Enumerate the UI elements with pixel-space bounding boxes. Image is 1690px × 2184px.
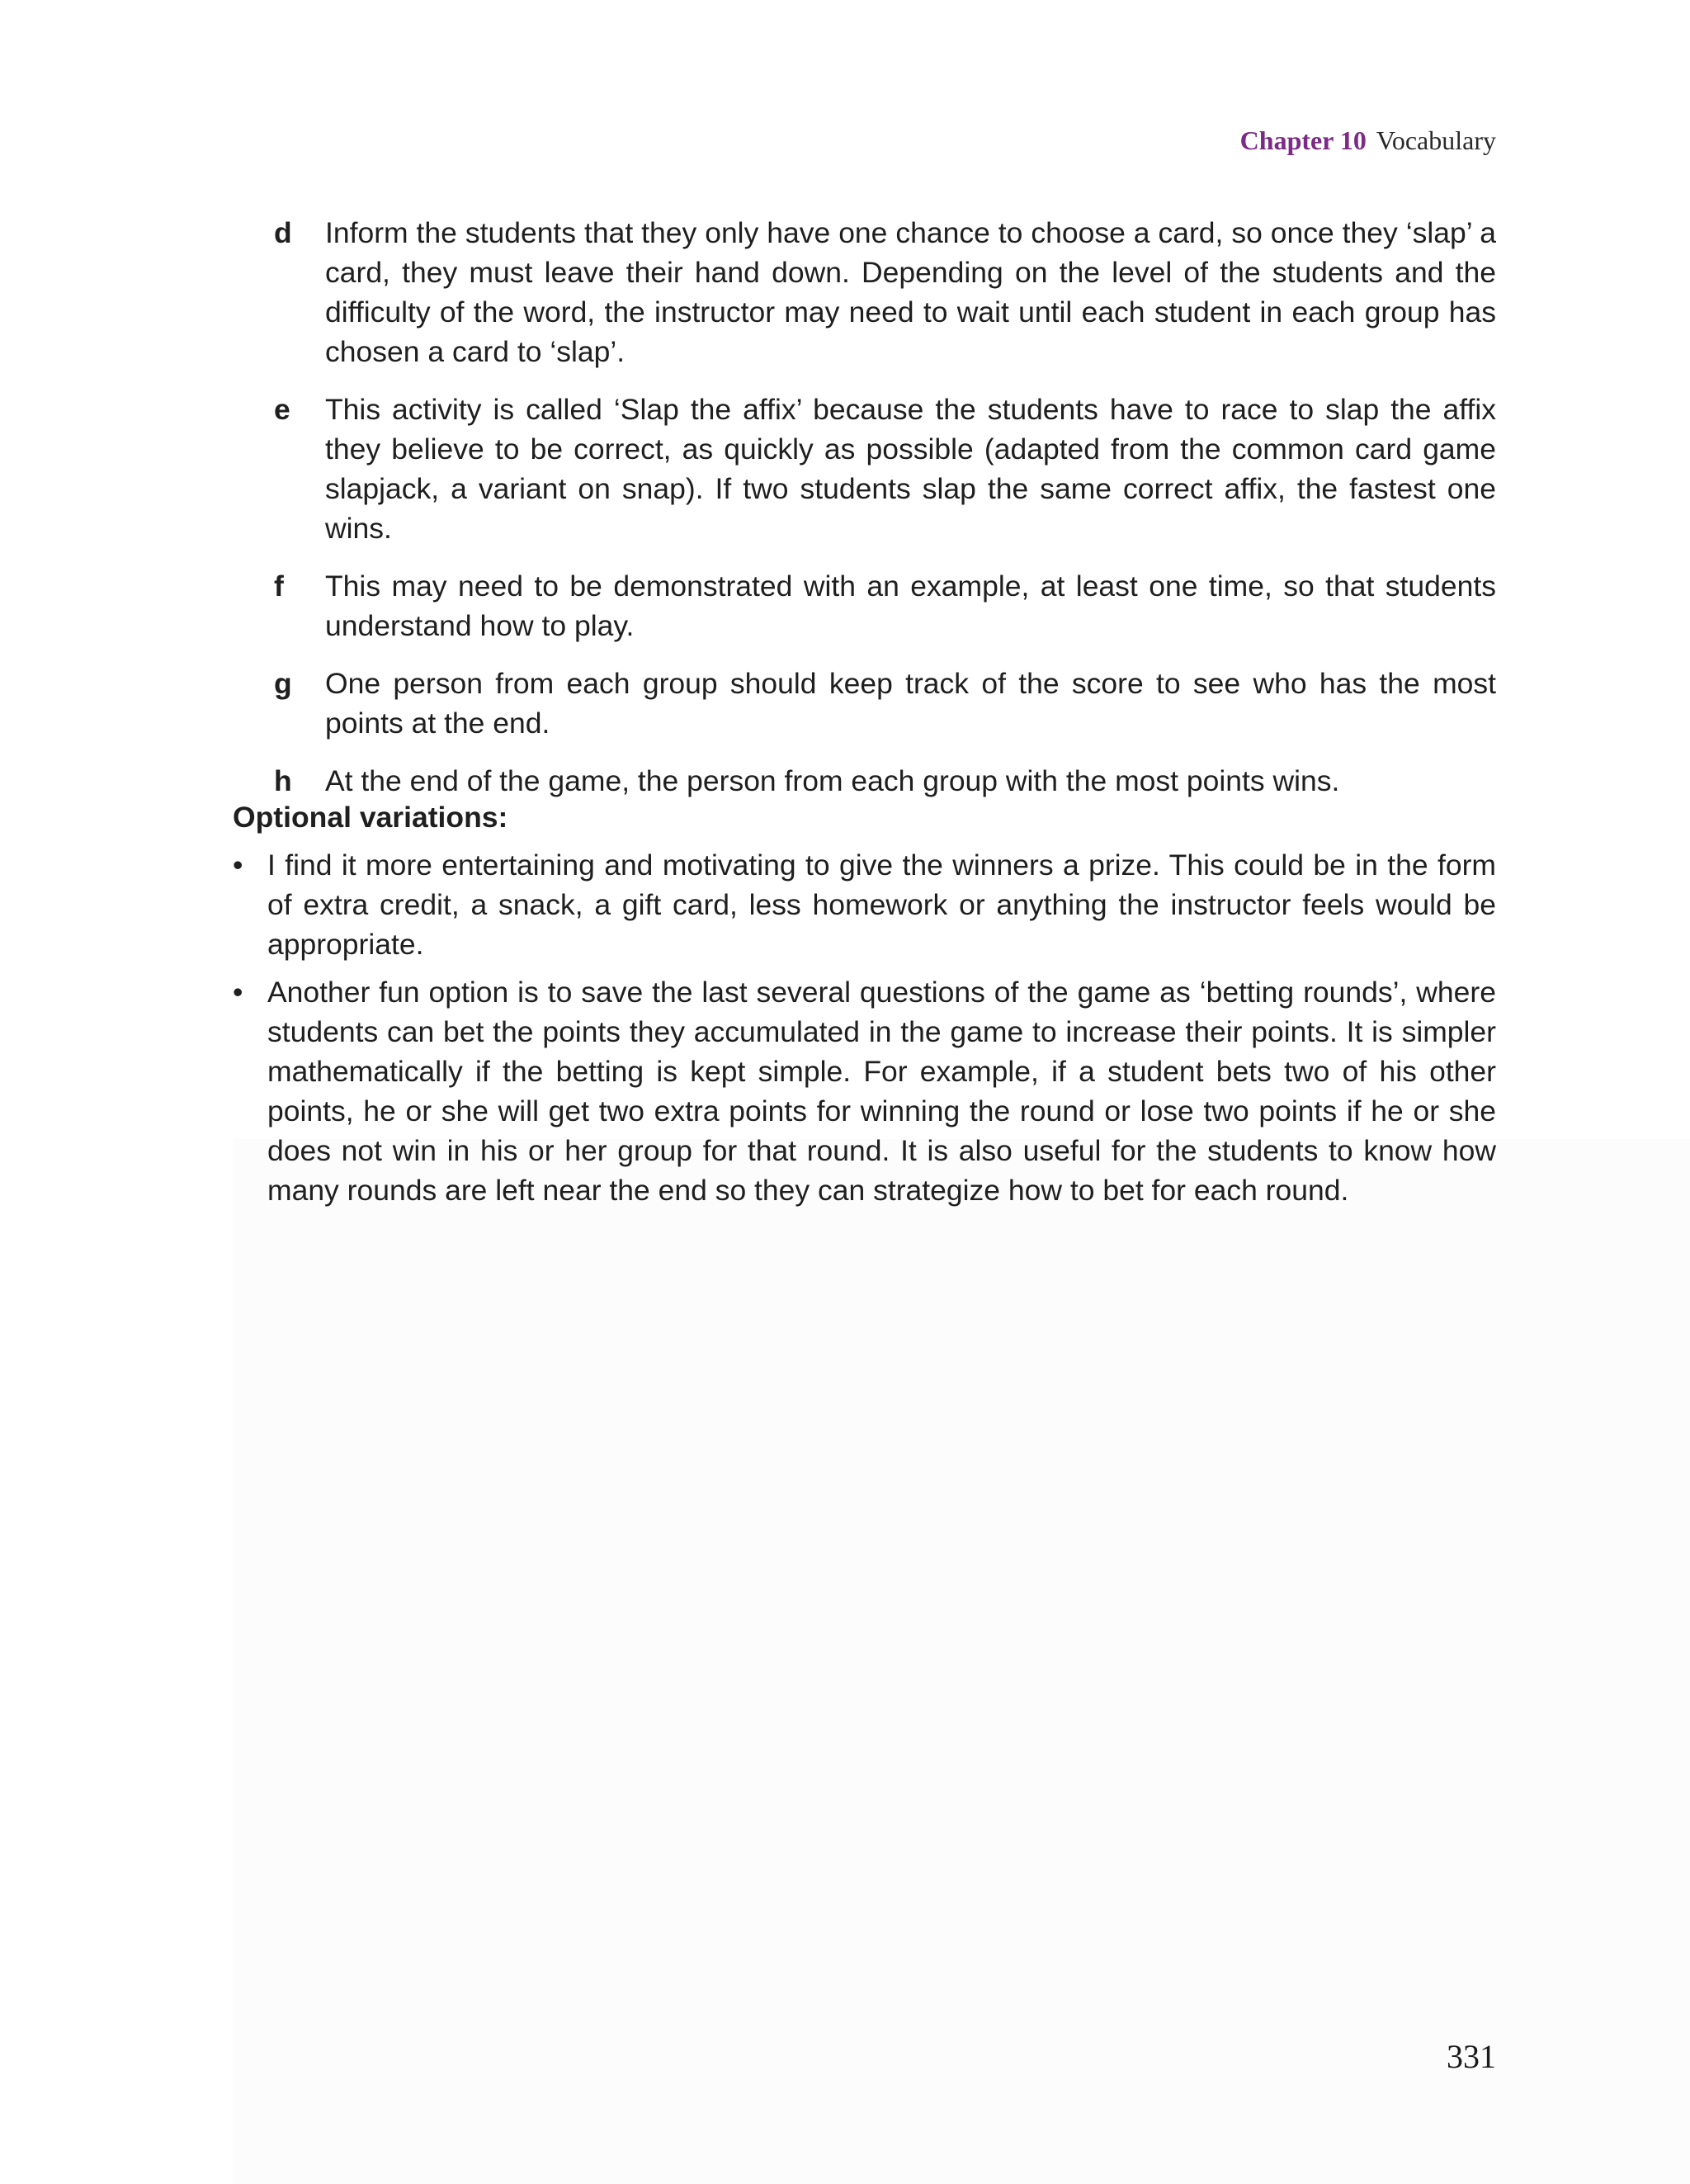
step-text: This may need to be demonstrated with an example, at least one time, so that students understand how to play.: [325, 570, 1496, 642]
step-letter: g: [274, 667, 292, 700]
bullet-text: Another fun option is to save the last several questions of the game as ‘betting rounds’, where students can bet the points they accumulated in the game to increase their points. It is simpler mathematically if the betting is kept simple. For example, if a student bets two of his other points, he or she will get two extra points for winning the round or lose two points if he or she does not win in his or her group for that round. It is also useful for the students to know how many rounds are left near the end so they can strategize how to bet for each round.: [267, 976, 1496, 1207]
page-shading: [233, 1139, 1690, 2184]
step-letter: e: [274, 393, 290, 426]
bullet-list: [233, 845, 1496, 1218]
page-number: 331: [1447, 2038, 1496, 2075]
bullet-item: [233, 972, 1496, 1210]
step-letter: h: [274, 764, 292, 797]
step-item: [274, 390, 1496, 548]
step-item: [274, 761, 1496, 801]
step-text: At the end of the game, the person from each group with the most points wins.: [325, 764, 1340, 797]
step-item: [274, 566, 1496, 645]
optional-variations-heading: Optional variations:: [233, 801, 508, 834]
chapter-label: Chapter 10: [1239, 125, 1367, 155]
step-item: [274, 213, 1496, 371]
chapter-title: Vocabulary: [1376, 125, 1496, 155]
bullet-marker: •: [233, 976, 243, 1009]
step-letter: d: [274, 216, 292, 249]
step-item: [274, 664, 1496, 743]
step-text: This activity is called ‘Slap the affix’ because the students have to race to slap the affix they believe to be correct, as quickly as possible (adapted from the common card game slapjack, a variant on snap). If two students slap the same correct affix, the fastest one wins.: [325, 393, 1496, 545]
step-letter: f: [274, 570, 284, 603]
bullet-item: [233, 845, 1496, 964]
bullet-text: I find it more entertaining and motivating to give the winners a prize. This could be in the form of extra credit, a snack, a gift card, less homework or anything the instructor feels would be appropriate.: [267, 849, 1496, 961]
bullet-marker: •: [233, 849, 243, 882]
step-text: Inform the students that they only have one chance to choose a card, so once they ‘slap’ a card, they must leave their hand down. Depending on the level of the students and the difficulty of the word, the instructor may need to wait until each student in each group has chosen a card to ‘slap’.: [325, 216, 1496, 368]
step-text: One person from each group should keep track of the score to see who has the most points at the end.: [325, 667, 1496, 740]
step-list: [274, 213, 1496, 819]
running-head: [1240, 125, 1496, 156]
